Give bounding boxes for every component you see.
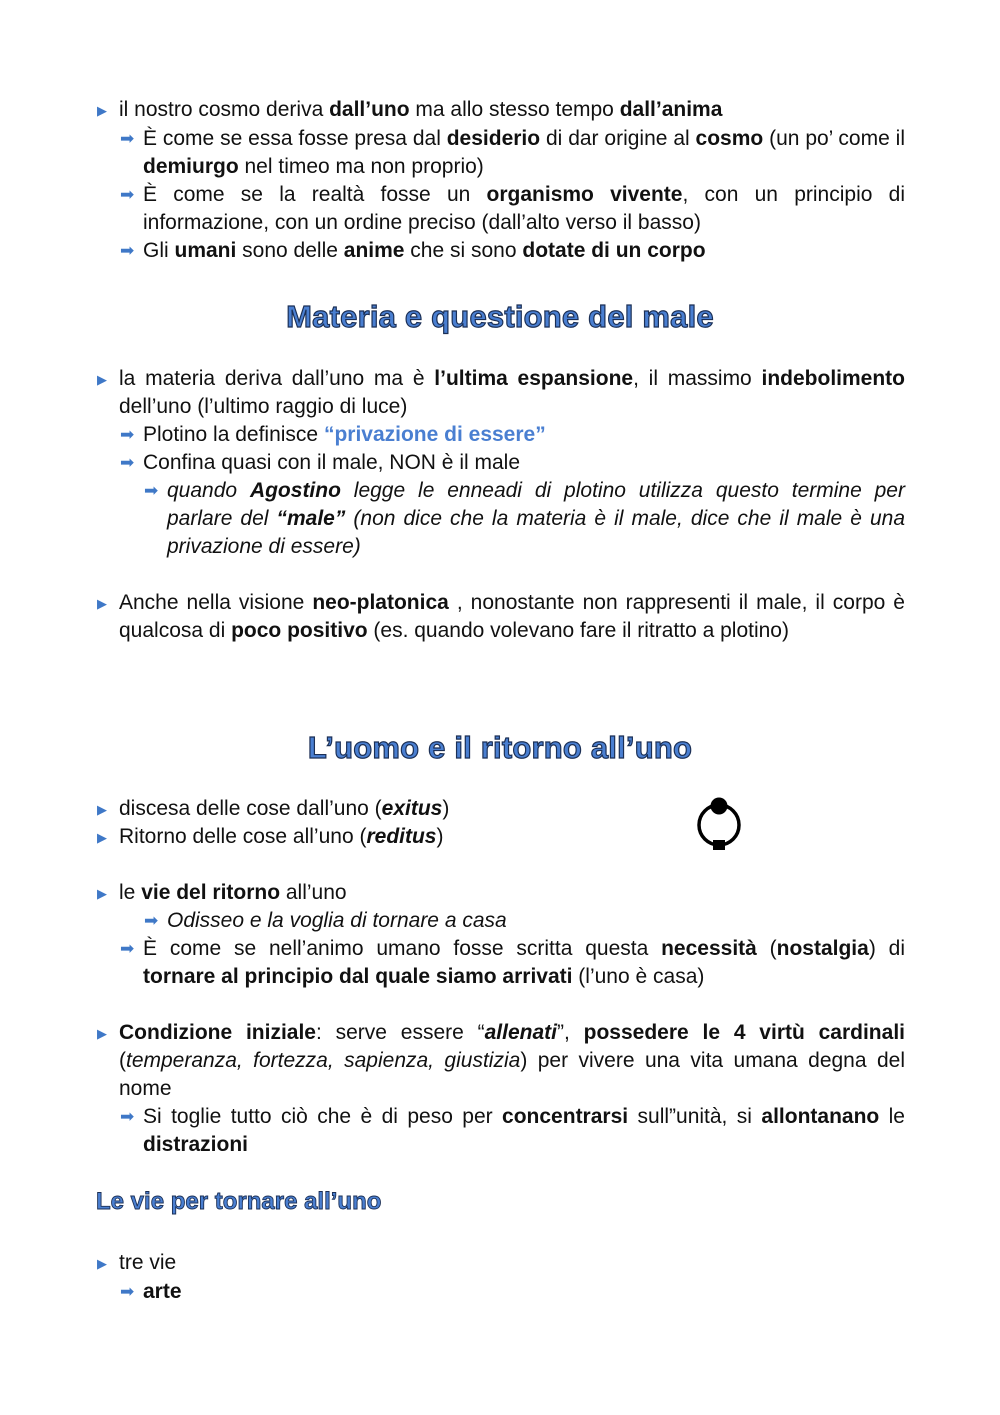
arrow-bullet-icon: ➡ <box>120 129 135 148</box>
triangle-bullet-icon: ▶ <box>97 886 107 901</box>
triangle-bullet-icon: ▶ <box>97 103 107 118</box>
sub-bullet-nostalgia: ➡ È come se nell’animo umano fosse scritta questa necessità (nostalgia) di tornare al principio dal quale siamo arrivati (l’uno è casa) <box>120 937 905 988</box>
arrow-bullet-icon: ➡ <box>120 939 135 958</box>
arrow-bullet-icon: ➡ <box>120 185 135 204</box>
sub-bullet-odisseo: ➡ Odisseo e la voglia di tornare a casa <box>167 907 905 935</box>
sub-bullet-confina: ➡ Confina quasi con il male, NON è il male <box>143 449 905 477</box>
bullet-condizione-iniziale: ▶ Condizione iniziale: serve essere “allenati”, possedere le 4 virtù cardinali (temperanza, fortezza, sapienza, giustizia) per vivere una vita umana degna del nome <box>97 1021 905 1100</box>
bullet-exitus: ▶ discesa delle cose dall’uno (exitus) <box>119 795 679 823</box>
bullet-vie-ritorno: ▶ le vie del ritorno all’uno <box>119 879 905 907</box>
sub-sub-bullet-agostino: ➡ quando Agostino legge le enneadi di plotino utilizza questo termine per parlare del “male” (non dice che la materia è il male, dice che il male è una privazione di essere) <box>144 479 906 558</box>
arrow-bullet-icon: ➡ <box>144 481 159 500</box>
sub-bullet-arte: ➡ arte <box>143 1278 905 1306</box>
arrow-bullet-icon: ➡ <box>120 425 135 444</box>
sub-bullet-desiderio: ➡ È come se essa fosse presa dal desiderio di dar origine al cosmo (un po’ come il demiurgo nel timeo ma non proprio) <box>120 127 905 178</box>
sub-bullet-concentrarsi: ➡ Si toglie tutto ciò che è di peso per concentrarsi sull”unità, si allontanano le distrazioni <box>120 1105 905 1156</box>
triangle-bullet-icon: ▶ <box>97 372 107 387</box>
triangle-bullet-icon: ▶ <box>97 802 107 817</box>
arrow-bullet-icon: ➡ <box>120 453 135 472</box>
bullet-tre-vie: ▶ tre vie <box>119 1249 905 1277</box>
bullet-neoplatonica: ▶ Anche nella visione neo-platonica , nonostante non rappresenti il male, il corpo è qualcosa di poco positivo (es. quando volevano fare il ritratto a plotino) <box>97 591 905 642</box>
triangle-bullet-icon: ▶ <box>97 830 107 845</box>
sub-bullet-organismo: ➡ È come se la realtà fosse un organismo vivente, con un principio di informazione, con un ordine preciso (dall’alto verso il basso) <box>120 183 905 234</box>
subsection-heading-vie: Le vie per tornare all’uno <box>96 1188 382 1215</box>
arrow-bullet-icon: ➡ <box>120 241 135 260</box>
bullet-reditus: ▶ Ritorno delle cose all’uno (reditus) <box>119 823 679 851</box>
triangle-bullet-icon: ▶ <box>97 596 107 611</box>
exitus-reditus-cycle-icon <box>694 796 744 852</box>
section-heading-materia: Materia e questione del male <box>286 299 714 334</box>
bullet-cosmo: ▶ il nostro cosmo deriva dall’uno ma allo stesso tempo dall’anima <box>119 96 905 124</box>
triangle-bullet-icon: ▶ <box>97 1256 107 1271</box>
arrow-bullet-icon: ➡ <box>144 911 159 930</box>
arrow-bullet-icon: ➡ <box>120 1107 135 1126</box>
sub-bullet-umani: ➡ Gli umani sono delle anime che si sono dotate di un corpo <box>143 237 905 265</box>
triangle-bullet-icon: ▶ <box>97 1026 107 1041</box>
sub-bullet-privazione: ➡ Plotino la definisce “privazione di essere” <box>143 421 905 449</box>
section-heading-uomo: L’uomo e il ritorno all’uno <box>307 730 693 765</box>
arrow-bullet-icon: ➡ <box>120 1282 135 1301</box>
bullet-materia: ▶ la materia deriva dall’uno ma è l’ultima espansione, il massimo indebolimento dell’uno (l’ultimo raggio di luce) <box>97 367 905 418</box>
